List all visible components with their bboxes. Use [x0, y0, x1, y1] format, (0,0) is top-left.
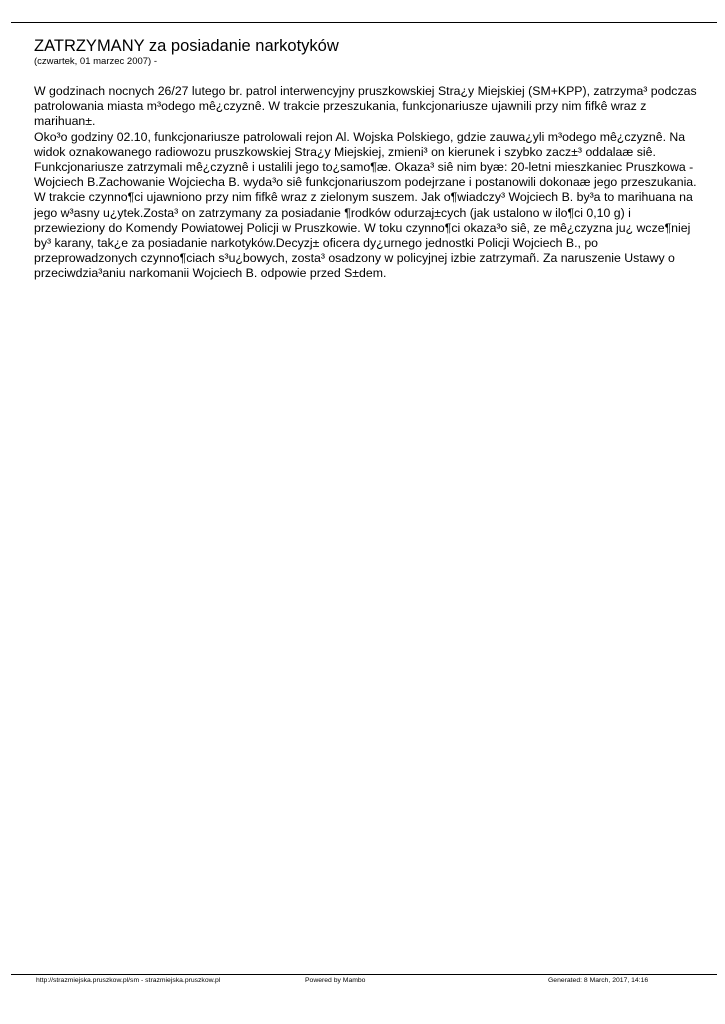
article-header: [34, 37, 704, 67]
article-paragraph-intro: W godzinach nocnych 26/27 lutego br. patrol interwencyjny pruszkowskiej Stra¿y Miejskiej (SM+KPP), zatrzyma³ podczas patrolowania miasta m³odego mê¿czyznê. W trakcie przeszukania, funkcjonariusze ujawnili przy nim fifkê wraz z marihuan±.: [34, 84, 697, 129]
article-body: [34, 84, 704, 282]
article-date: (czwartek, 01 marzec 2007) -: [34, 56, 158, 67]
footer-divider: [11, 974, 717, 975]
article-title: ZATRZYMANY za posiadanie narkotyków: [34, 37, 339, 55]
footer-generated-date: Generated: 8 March, 2017, 14:16: [548, 977, 649, 984]
article-paragraph-main: Oko³o godziny 02.10, funkcjonariusze patrolowali rejon Al. Wojska Polskiego, gdzie zauwa¿yli m³odego mê¿czyznê. Na widok oznakowanego radiowozu pruszkowskiej Stra¿y Miejskiej, zmieni³ on kierunek i szybko zacz±³ oddalaæ siê. Funkcjonariusze zatrzymali mê¿czyznê i ustalili jego to¿samo¶æ. Okaza³ siê nim byæ: 20-letni mieszkaniec Pruszkowa - Wojciech B.Zachowanie Wojciecha B. wyda³o siê funkcjonariuszom podejrzane i postanowili dokonaæ jego przeszukania. W trakcie czynno¶ci ujawniono przy nim fifkê wraz z zielonym suszem. Jak o¶wiadczy³ Wojciech B. by³a to marihuana na jego w³asny u¿ytek.Zosta³ on zatrzymany za posiadanie ¶rodków odurzaj±cych (jak ustalono w ilo¶ci 0,10 g) i przewieziony do Komendy Powiatowej Policji w Pruszkowie. W toku czynno¶ci okaza³o siê, ze mê¿czyzna ju¿ wcze¶niej by³ karany, tak¿e za posiadanie narkotyków.Decyzj± oficera dy¿urnego jednostki Policji Wojciech B., po przeprowadzonych czynno¶ciach s³u¿bowych, zosta³ osadzony w policyjnej izbie zatrzymañ. Za naruszenie Ustawy o przeciwdzia³aniu narkomanii Wojciech B. odpowie przed S±dem.: [34, 129, 697, 281]
footer-powered-by: Powered by Mambo: [305, 977, 366, 984]
top-divider: [11, 22, 717, 23]
footer-source-url: http://strazmiejska.pruszkow.pl/sm - strazmiejska.pruszkow.pl: [36, 977, 221, 984]
